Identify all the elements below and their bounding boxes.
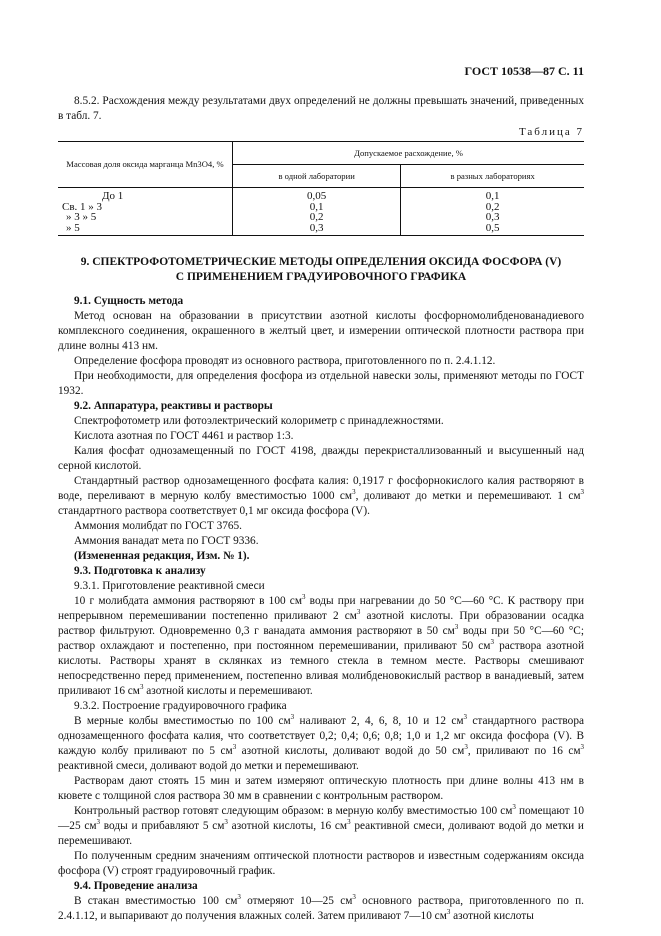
paragraph-9-4: В стакан вместимостью 100 $см^3$ отмеряют 10—25 $см^3$ основного раствора, приготовленного по п. 2.4.1.12, и выпаривают до получения влажных солей. Затем приливают 7—10 $см^3$ азотной кислоты <box>58 893 584 922</box>
paragraph-9-3-2-a: В мерные колбы вместимостью по 100 $см^3$ наливают 2, 4, 6, 8, 10 и 12 $см^3$ стандартного раствора однозамещенного фосфата калия, что соответствует 0,2; 0,4; 0,6; 0,8; 1,0 и 1,2 мг оксида фосфора (V). В каждую колбу приливают по 5 $см^3$ азотной кислоты, доливают водой до 50 $см^3$, приливают по 16 $см^3$ реактивной смеси, доливают водой до метки и перемешивают. <box>58 713 585 772</box>
table-cell-one: 0,3 <box>233 223 401 236</box>
paragraph-9-3-1: 10 г молибдата аммония растворяют в 100 $см^3$ воды при нагревании до 50 °С—60 °С. К раствору при непрерывном перемешивании постепенно приливают 2 $см^3$ азотной кислоты. При образовании осадка раствор фильтруют. Одновременно 0,3 г ванадата аммония растворяют в 50 $см^3$ воды при 50 °С—60 °С; раствор охлаждают и постепенно, при постоянном перемешивании, приливают 50 $см^3$ раствора азотной кислоты. Растворы хранят в склянках из темного стекла в темном месте. Растворы смешивают непосредственно перед применением, постепенно вливая молибденовокислый раствор в ванадиевый, затем приливают 16 $см^3$ азотной кислоты и перемешивают. <box>58 593 585 697</box>
table-header-mn: Массовая доля оксида марганца Mn3O4, % <box>58 142 233 188</box>
table-cell-diff: 0,1 <box>401 188 584 202</box>
table-7 <box>58 141 584 236</box>
table-cell-diff: 0,2 <box>401 202 584 213</box>
heading-9-3: 9.3. Подготовка к анализу <box>74 565 206 577</box>
paragraph-9-2-c: Калия фосфат однозамещенный по ГОСТ 4198, дважды перекристаллизованный и высушенный над серной кислотой. <box>58 445 584 472</box>
paragraph-9-1-b: Определение фосфора проводят из основного раствора, приготовленного по п. 2.4.1.12. <box>74 355 496 367</box>
table-cell-range: До 1 <box>102 190 124 202</box>
table-cell-range: » 5 <box>58 223 233 236</box>
heading-9-3-2: 9.3.2. Построение градуировочного графика <box>74 700 287 712</box>
table-header-one-lab: в одной лаборатории <box>233 165 401 188</box>
table-label: Таблица 7 <box>518 126 584 138</box>
amendment-note: (Измененная редакция, Изм. № 1). <box>74 550 250 562</box>
table-row <box>58 212 584 223</box>
table-cell-one: 0,1 <box>233 202 401 213</box>
table-cell-one: 0,05 <box>233 188 401 202</box>
section-9-title-line2: С ПРИМЕНЕНИЕМ ГРАДУИРОВОЧНОГО ГРАФИКА <box>175 271 467 283</box>
page-header: ГОСТ 10538—87 С. 11 <box>464 64 584 78</box>
table-cell-diff: 0,3 <box>401 212 584 223</box>
section-9-title-line1: 9. СПЕКТРОФОТОМЕТРИЧЕСКИЕ МЕТОДЫ ОПРЕДЕЛЕНИЯ ОКСИДА ФОСФОРА (V) <box>80 256 562 268</box>
heading-9-3-1: 9.3.1. Приготовление реактивной смеси <box>74 580 265 592</box>
paragraph-9-3-2-b: Растворам дают стоять 15 мин и затем измеряют оптическую плотность при длине волны 413 нм в кювете с толщиной слоя раствора 30 мм в сравнении с контрольным раствором. <box>58 775 584 802</box>
paragraph-9-2-a: Спектрофотометр или фотоэлектрический колориметр с принадлежностями. <box>74 415 444 427</box>
table-cell-one: 0,2 <box>233 212 401 223</box>
paragraph-9-1-a: Метод основан на образовании в присутствии азотной кислоты фосфорномолибденованадиевого комплексного соединения, окрашенного в желтый цвет, и измерении оптической плотности раствора при длине волны 413 нм. <box>58 310 584 352</box>
table-row <box>58 188 584 202</box>
table-cell-diff: 0,5 <box>401 223 584 236</box>
paragraph-9-2-b: Кислота азотная по ГОСТ 4461 и раствор 1:3. <box>74 430 294 442</box>
paragraph-9-2-d: Стандартный раствор однозамещенного фосфата калия: 0,1917 г фосфорнокислого калия растворяют в воде, переливают в мерную колбу вместимостью 1000 $см^3$, доливают до метки и перемешивают. 1 $см^3$ стандартного раствора соответствует 0,1 мг оксида фосфора (V). <box>58 475 584 517</box>
paragraph-9-3-2-c: Контрольный раствор готовят следующим образом: в мерную колбу вместимостью 100 $см^3$ помещают 10—25 $см^3$ воды и прибавляют 5 $см^3$ азотной кислоты, 16 $см^3$ реактивной смеси, доливают водой до метки и перемешивают. <box>58 803 584 847</box>
table-cell-range: » 3 » 5 <box>66 211 97 223</box>
table-row <box>58 223 584 236</box>
paragraph-9-2-f: Аммония ванадат мета по ГОСТ 9336. <box>74 535 259 547</box>
paragraph-8-5-2: 8.5.2. Расхождения между результатами двух определений не должны превышать значений, приведенных в табл. 7. <box>58 95 584 122</box>
table-header-diff-labs: в разных лабораториях <box>401 165 584 188</box>
paragraph-9-2-e: Аммония молибдат по ГОСТ 3765. <box>74 520 242 532</box>
heading-9-1: 9.1. Сущность метода <box>74 295 184 307</box>
table-cell-range: Св. 1 » 3 <box>62 200 103 213</box>
heading-9-2: 9.2. Аппаратура, реактивы и растворы <box>74 400 273 412</box>
heading-9-4: 9.4. Проведение анализа <box>74 880 198 892</box>
paragraph-9-3-2-d: По полученным средним значениям оптической плотности растворов и известным содержаниям оксида фосфора (V) строят градуировочный график. <box>58 850 584 877</box>
table-header-diff: Допускаемое расхождение, % <box>233 142 585 165</box>
paragraph-9-1-c: При необходимости, для определения фосфора из отдельной навески золы, применяют методы по ГОСТ 1932. <box>58 370 584 397</box>
